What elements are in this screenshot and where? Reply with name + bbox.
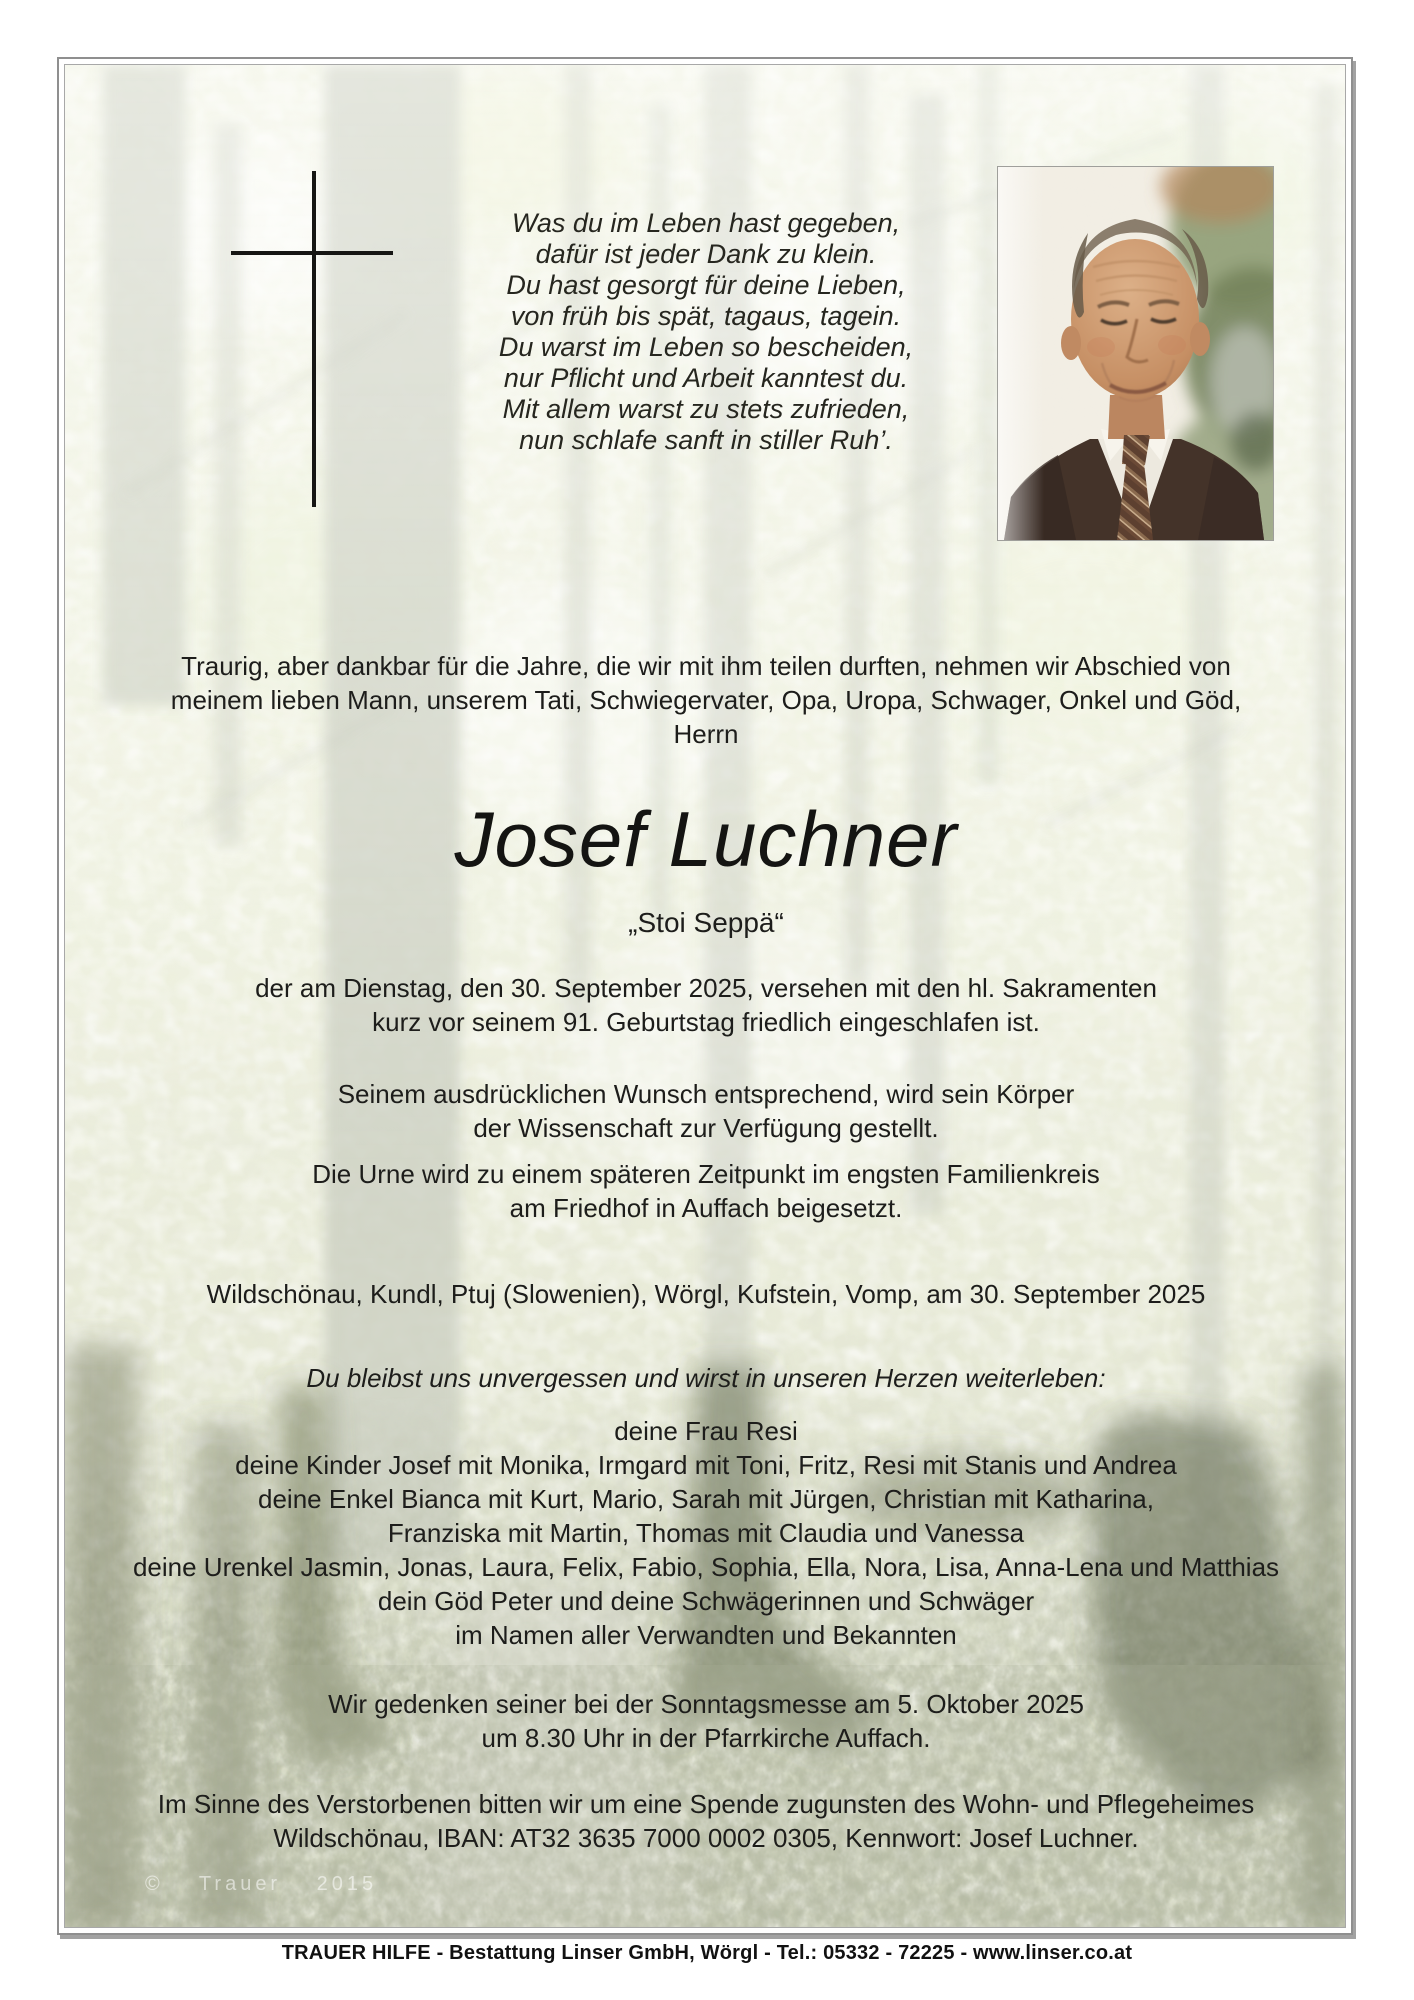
funeral-home-footer: TRAUER HILFE - Bestattung Linser GmbH, Wörgl - Tel.: 05332 - 72225 - www.linser.co.at: [281, 1942, 1133, 1964]
text-line: deine Frau Resi: [614, 1416, 798, 1446]
urn-notice: [65, 1157, 1346, 1225]
death-notice: [65, 971, 1346, 1039]
text-line: Mit allem warst zu stets zufrieden,: [502, 394, 910, 424]
text-line: Im Sinne des Verstorbenen bitten wir um eine Spende zugunsten des Wohn- und Pflegeheimes: [157, 1789, 1255, 1819]
text-line: Franziska mit Martin, Thomas mit Claudia und Vanessa: [387, 1518, 1025, 1548]
text-line: dein Göd Peter und deine Schwägerinnen und Schwäger: [377, 1586, 1035, 1616]
text-line: der Wissenschaft zur Verfügung gestellt.: [473, 1113, 939, 1143]
text-line: meinem lieben Mann, unserem Tati, Schwiegervater, Opa, Uropa, Schwager, Onkel und Göd,: [170, 685, 1242, 715]
text-line: Die Urne wird zu einem späteren Zeitpunkt im engsten Familienkreis: [312, 1159, 1100, 1189]
places-and-date: [65, 1277, 1346, 1311]
photo-watermark: © Trauer 2015: [145, 1873, 378, 1895]
text-line: Herrn: [673, 719, 739, 749]
deceased-name: Josef Luchner: [454, 795, 958, 883]
memorial-card-frame: [57, 57, 1353, 1935]
text-line: kurz vor seinem 91. Geburtstag friedlich eingeschlafen ist.: [372, 1007, 1040, 1037]
text-line: nur Pflicht und Arbeit kanntest du.: [503, 363, 909, 393]
mourners-list: [65, 1414, 1346, 1652]
text-line: der am Dienstag, den 30. September 2025, versehen mit den hl. Sakramenten: [255, 973, 1157, 1003]
memorial-poem: [65, 208, 1346, 456]
text-line: deine Enkel Bianca mit Kurt, Mario, Sarah mit Jürgen, Christian mit Katharina,: [258, 1484, 1154, 1514]
text-line: Wir gedenken seiner bei der Sonntagsmesse am 5. Oktober 2025: [328, 1689, 1084, 1719]
text-line: Seinem ausdrücklichen Wunsch entsprechend, wird sein Körper: [337, 1079, 1075, 1109]
text-line: Was du im Leben hast gegeben,: [511, 208, 901, 238]
text-line: Wildschönau, Kundl, Ptuj (Slowenien), Wörgl, Kufstein, Vomp, am 30. September 2025: [206, 1279, 1206, 1309]
deceased-nickname: „Stoi Seppä“: [628, 907, 784, 938]
text-line: Du hast gesorgt für deine Lieben,: [506, 270, 906, 300]
text-line: Du bleibst uns unvergessen und wirst in unseren Herzen weiterleben:: [306, 1363, 1106, 1393]
text-line: Wildschönau, IBAN: AT32 3635 7000 0002 0305, Kennwort: Josef Luchner.: [273, 1823, 1139, 1853]
memorial-card-inner: [64, 64, 1346, 1928]
text-line: dafür ist jeder Dank zu klein.: [535, 239, 877, 269]
text-line: um 8.30 Uhr in der Pfarrkirche Auffach.: [481, 1723, 931, 1753]
text-line: im Namen aller Verwandten und Bekannten: [455, 1620, 957, 1650]
mass-notice: [65, 1687, 1346, 1755]
remembrance-line: [65, 1361, 1346, 1395]
intro-paragraph: [65, 649, 1346, 751]
text-line: Du warst im Leben so bescheiden,: [498, 332, 914, 362]
text-line: am Friedhof in Auffach beigesetzt.: [509, 1193, 903, 1223]
text-line: Traurig, aber dankbar für die Jahre, die wir mit ihm teilen durften, nehmen wir Abschied von: [181, 651, 1231, 681]
body-donation-wish: [65, 1077, 1346, 1145]
text-line: deine Kinder Josef mit Monika, Irmgard mit Toni, Fritz, Resi mit Stanis und Andrea: [235, 1450, 1177, 1480]
text-line: deine Urenkel Jasmin, Jonas, Laura, Felix, Fabio, Sophia, Ella, Nora, Lisa, Anna-Lena und Matthias: [132, 1552, 1280, 1582]
text-line: nun schlafe sanft in stiller Ruh’.: [519, 425, 893, 455]
text-line: von früh bis spät, tagaus, tagein.: [510, 301, 902, 331]
donation-notice: [65, 1787, 1346, 1855]
